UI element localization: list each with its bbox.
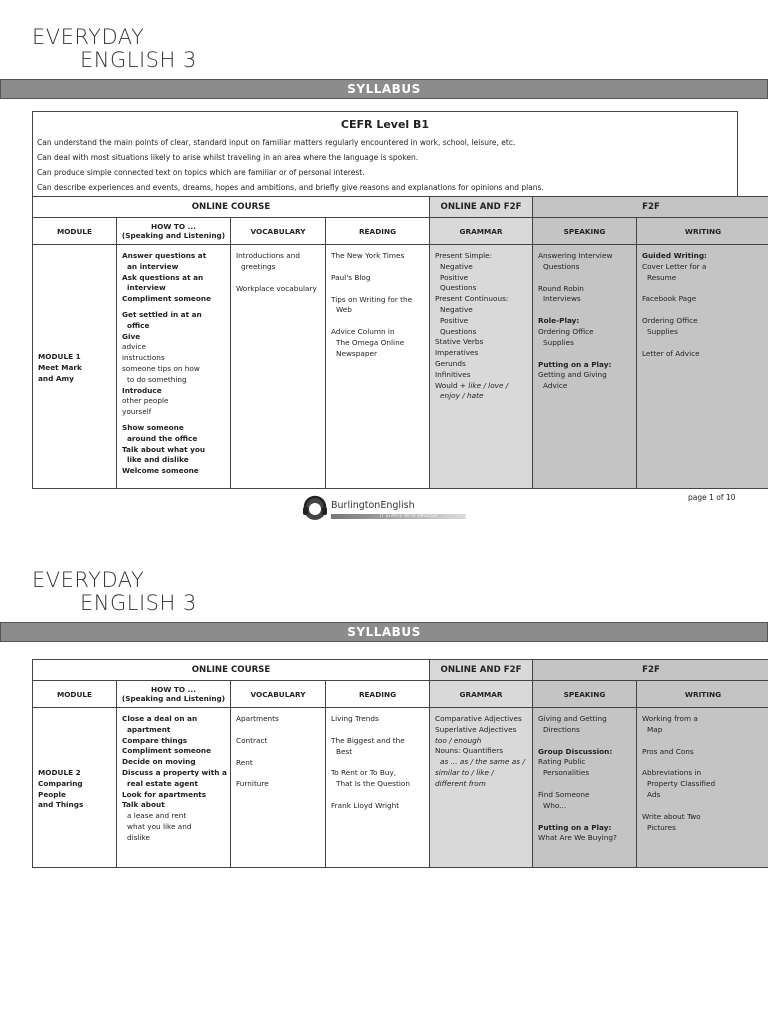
- col-reading: READING: [326, 681, 430, 708]
- howto-subitem: dislike: [127, 832, 150, 842]
- speaking-item: Ordering Office: [538, 326, 594, 336]
- howto-cell: [117, 708, 231, 868]
- grammar-item: Negative: [440, 304, 473, 314]
- reading-item: Best: [336, 746, 353, 756]
- howto-item: Get settled in at an: [122, 309, 202, 319]
- howto-item: apartment: [127, 724, 171, 734]
- group-f2f: F2F: [533, 660, 768, 681]
- grammar-item: Questions: [440, 326, 477, 336]
- speaking-item: Find Someone: [538, 789, 590, 799]
- howto-item: around the office: [127, 433, 198, 443]
- speaking-item: Answering Interview: [538, 251, 613, 260]
- writing-item: Pros and Cons: [642, 746, 694, 756]
- speaking-cell: [533, 708, 637, 868]
- col-speaking: SPEAKING: [533, 681, 637, 708]
- speaking-item: What Are We Buying?: [538, 833, 617, 843]
- writing-heading: Guided Writing:: [642, 251, 707, 260]
- grammar-item: Stative Verbs: [435, 337, 484, 347]
- writing-item: Letter of Advice: [642, 348, 700, 358]
- vocab-item: Rent: [236, 757, 253, 767]
- reading-item: Newspaper: [336, 348, 377, 358]
- writing-item: Resume: [647, 272, 677, 282]
- speaking-heading: Group Discussion:: [538, 746, 613, 756]
- reading-item: Web: [336, 305, 352, 315]
- syllabus-table-module-1: [32, 196, 768, 489]
- howto-item: Introduce: [122, 385, 162, 395]
- reading-item: Paul's Blog: [331, 272, 371, 282]
- howto-subitem: advice: [122, 342, 146, 352]
- speaking-item: Round Robin: [538, 283, 584, 293]
- grammar-item-part: like / love /: [468, 380, 509, 390]
- howto-item: Look for apartments: [122, 789, 207, 799]
- grammar-cell: [430, 245, 533, 489]
- writing-item: Abbreviations in: [642, 768, 702, 778]
- grammar-item: Negative: [440, 261, 473, 271]
- group-online-f2f: ONLINE AND F2F: [430, 197, 533, 218]
- howto-subitem: yourself: [122, 407, 152, 417]
- speaking-item: Directions: [543, 724, 580, 734]
- howto-item: interview: [127, 283, 166, 293]
- grammar-item: similar to / like /: [435, 767, 494, 777]
- vocab-item: Introductions and: [236, 251, 301, 260]
- writing-cell: [637, 245, 768, 489]
- howto-subitem: a lease and rent: [127, 811, 187, 821]
- howto-cell: [117, 245, 231, 489]
- module-title: and Things: [38, 800, 84, 810]
- module-title: and Amy: [38, 373, 74, 383]
- syllabus-banner: SYLLABUS: [0, 79, 768, 99]
- col-reading: READING: [326, 218, 430, 245]
- writing-cell: [637, 708, 768, 868]
- howto-item: Compliment someone: [122, 294, 212, 304]
- brand-line-2: ENGLISH 3: [80, 591, 197, 615]
- speaking-item: Giving and Getting: [538, 714, 607, 723]
- grammar-item: Imperatives: [435, 348, 479, 358]
- writing-item: Property Classified: [647, 779, 716, 789]
- cefr-line: Can deal with most situations likely to arise whilst traveling in an area where the language is spoken.: [37, 153, 419, 162]
- cefr-line: Can describe experiences and events, dreams, hopes and ambitions, and briefly give reasons and explanations for opinions and plans.: [37, 183, 544, 192]
- speaking-cell: [533, 245, 637, 489]
- col-module: MODULE: [33, 218, 117, 245]
- reading-item: Tips on Writing for the: [331, 294, 413, 304]
- grammar-item: as ... as / the same as /: [440, 757, 525, 767]
- speaking-heading: Role-Play:: [538, 316, 580, 326]
- headset-icon: [302, 495, 328, 527]
- reading-cell: [326, 245, 430, 489]
- col-howto-line-1: HOW TO ...: [151, 685, 196, 694]
- reading-item: The Omega Online: [336, 337, 405, 347]
- vocab-item: Apartments: [236, 714, 279, 723]
- howto-item: like and dislike: [127, 455, 189, 465]
- writing-item: Map: [647, 724, 663, 734]
- howto-item: Compliment someone: [122, 746, 212, 756]
- cefr-line: Can produce simple connected text on topics which are familiar or of personal interest.: [37, 168, 365, 177]
- howto-item: Talk about what you: [122, 444, 206, 454]
- grammar-cell: [430, 708, 533, 868]
- reading-item: The New York Times: [331, 251, 405, 260]
- howto-item: Welcome someone: [122, 466, 199, 476]
- reading-item: To Rent or To Buy,: [331, 768, 397, 778]
- vocab-item: greetings: [241, 261, 276, 271]
- howto-item: Answer questions at: [122, 251, 207, 260]
- group-online-f2f: ONLINE AND F2F: [430, 660, 533, 681]
- grammar-item: [435, 381, 529, 392]
- syllabus-table-module-2: [32, 659, 768, 868]
- speaking-item: Getting and Giving: [538, 370, 607, 380]
- grammar-item: enjoy / hate: [440, 391, 484, 401]
- col-vocabulary: VOCABULARY: [231, 681, 326, 708]
- burlington-logo: [300, 494, 470, 524]
- col-howto-line-2: (Speaking and Listening): [121, 231, 226, 240]
- speaking-item: Personalities: [543, 768, 590, 778]
- col-howto: [117, 218, 231, 245]
- col-writing: WRITING: [637, 681, 768, 708]
- speaking-heading: Putting on a Play:: [538, 822, 612, 832]
- grammar-item: too / enough: [435, 735, 482, 745]
- writing-item: Pictures: [647, 822, 676, 832]
- module-cell: [33, 245, 117, 489]
- module-title: Meet Mark: [38, 363, 82, 373]
- writing-item: Ordering Office: [642, 316, 698, 326]
- howto-item: Discuss a property with a: [122, 767, 227, 777]
- vocab-item: Contract: [236, 735, 268, 745]
- speaking-heading: Putting on a Play:: [538, 359, 612, 369]
- writing-item: Ads: [647, 789, 661, 799]
- reading-item: Frank Lloyd Wright: [331, 800, 400, 810]
- speaking-item: Questions: [543, 261, 580, 271]
- speaking-item: Interviews: [543, 294, 581, 304]
- col-grammar: GRAMMAR: [430, 218, 533, 245]
- howto-item: real estate agent: [127, 778, 198, 788]
- grammar-item: Infinitives: [435, 369, 471, 379]
- writing-item: Write about Two: [642, 811, 701, 821]
- module-title: Comparing People: [38, 778, 83, 799]
- col-howto: [117, 681, 231, 708]
- howto-item: Close a deal on an: [122, 714, 198, 723]
- group-f2f: F2F: [533, 197, 768, 218]
- howto-item: Compare things: [122, 735, 188, 745]
- cefr-box: [32, 111, 738, 197]
- howto-subitem: instructions: [122, 353, 165, 363]
- module-number: MODULE 1: [38, 352, 81, 362]
- col-howto-line-1: HOW TO ...: [151, 222, 196, 231]
- vocabulary-cell: [231, 245, 326, 489]
- vocab-item: Workplace vocabulary: [236, 283, 317, 293]
- logo-tagline: IT STARTS WITH ENGLISH: [380, 513, 438, 518]
- grammar-item: Present Simple:: [435, 251, 493, 260]
- group-online-course: ONLINE COURSE: [33, 660, 430, 681]
- page-number: page 1 of 10: [688, 493, 736, 502]
- writing-item: Working from a: [642, 714, 698, 723]
- brand-line-2: ENGLISH 3: [80, 48, 197, 72]
- col-grammar: GRAMMAR: [430, 681, 533, 708]
- reading-item: That Is the Question: [336, 779, 410, 789]
- grammar-item: Positive: [440, 315, 469, 325]
- module-number: MODULE 2: [38, 767, 81, 777]
- writing-item: Cover Letter for a: [642, 261, 707, 271]
- cefr-line: Can understand the main points of clear, standard input on familiar matters regularly encountered in work, school, leisure, etc.: [37, 138, 516, 147]
- reading-cell: [326, 708, 430, 868]
- grammar-item-part: Would +: [435, 380, 469, 390]
- howto-item: Ask questions at an: [122, 272, 204, 282]
- howto-subitem: what you like and: [127, 821, 192, 831]
- col-writing: WRITING: [637, 218, 768, 245]
- speaking-item: Supplies: [543, 337, 574, 347]
- brand-title: [32, 26, 197, 72]
- vocab-item: Furniture: [236, 779, 269, 789]
- brand-line-1: EVERYDAY: [32, 568, 145, 592]
- col-speaking: SPEAKING: [533, 218, 637, 245]
- speaking-item: Who...: [543, 800, 567, 810]
- cefr-title: CEFR Level B1: [340, 118, 430, 131]
- grammar-item: Gerunds: [435, 358, 466, 368]
- brand-line-1: EVERYDAY: [32, 25, 145, 49]
- reading-item: The Biggest and the: [331, 735, 405, 745]
- howto-item: Decide on moving: [122, 757, 196, 767]
- module-cell: [33, 708, 117, 868]
- col-module: MODULE: [33, 681, 117, 708]
- howto-subitem: other people: [122, 396, 169, 406]
- brand-title: [32, 569, 197, 615]
- col-howto-line-2: (Speaking and Listening): [121, 694, 226, 703]
- speaking-item: Advice: [543, 381, 568, 391]
- howto-item: Give: [122, 331, 141, 341]
- group-online-course: ONLINE COURSE: [33, 197, 430, 218]
- howto-subitem: someone tips on how: [122, 363, 200, 373]
- vocabulary-cell: [231, 708, 326, 868]
- grammar-item: different from: [435, 778, 486, 788]
- grammar-item: Present Continuous:: [435, 294, 509, 304]
- grammar-item: Comparative Adjectives: [435, 714, 522, 723]
- reading-item: Advice Column in: [331, 327, 395, 337]
- syllabus-banner: SYLLABUS: [0, 622, 768, 642]
- writing-item: Facebook Page: [642, 294, 697, 304]
- logo-name: BurlingtonEnglish: [331, 500, 415, 511]
- writing-item: Supplies: [647, 326, 678, 336]
- grammar-item: Positive: [440, 272, 469, 282]
- speaking-item: Rating Public: [538, 757, 586, 767]
- howto-subitem: to do something: [127, 374, 187, 384]
- grammar-item: Questions: [440, 283, 477, 293]
- howto-item: Talk about: [122, 800, 165, 810]
- grammar-item: Superlative Adjectives: [435, 724, 517, 734]
- reading-item: Living Trends: [331, 714, 379, 723]
- grammar-item: Nouns: Quantifiers: [435, 746, 503, 756]
- howto-item: an interview: [127, 261, 179, 271]
- howto-item: office: [127, 320, 150, 330]
- col-vocabulary: VOCABULARY: [231, 218, 326, 245]
- howto-item: Show someone: [122, 422, 184, 432]
